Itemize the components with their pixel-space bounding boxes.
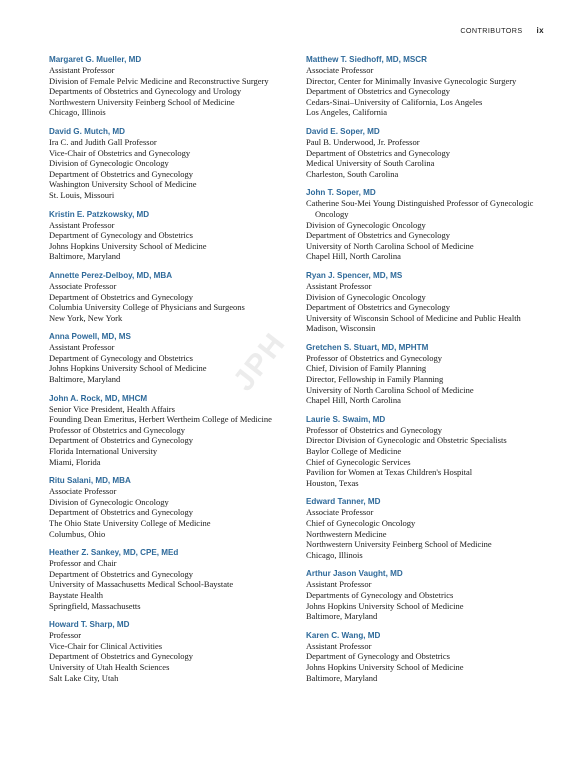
contributor-affiliation-line: Vice-Chair for Clinical Activities <box>49 640 163 651</box>
contributor-affiliation-line: Florida International University <box>49 446 158 457</box>
contributor-affiliation-line: Johns Hopkins University School of Medicine <box>306 600 464 611</box>
contributor-affiliation-line: Division of Gynecologic Oncology <box>49 158 169 169</box>
contributor-name: Karen C. Wang, MD <box>306 630 381 640</box>
contributor-affiliation-line: Department of Obstetrics and Gynecology <box>49 507 193 518</box>
contributor-affiliation-line: Division of Gynecologic Oncology <box>306 291 426 302</box>
contributor-affiliation-line: Chicago, Illinois <box>306 549 363 560</box>
contributor-affiliation-line: Division of Female Pelvic Medicine and Reconstructive Surgery <box>49 75 269 86</box>
contributor-affiliation-line: Associate Professor <box>49 486 117 497</box>
contributor-affiliation-line: Northwestern University Feinberg School of Medicine <box>49 96 235 107</box>
contributor-affiliation-line: Division of Gynecologic Oncology <box>306 219 426 230</box>
contributor-affiliation-line: Johns Hopkins University School of Medicine <box>49 363 207 374</box>
contributor-affiliation-line: Professor <box>49 630 82 641</box>
contributor-affiliation-line: Associate Professor <box>306 65 374 75</box>
contributor-affiliation-line: Department of Obstetrics and Gynecology <box>49 568 193 579</box>
contributor-name: David E. Soper, MD <box>306 126 380 136</box>
contributor-affiliation-line: Founding Dean Emeritus, Herbert Wertheim College of Medicine <box>49 414 272 425</box>
contributor-affiliation-line: Washington University School of Medicine <box>49 179 197 190</box>
contributor-affiliation-line: Departments of Obstetrics and Gynecology and Urology <box>49 86 242 97</box>
contributor-affiliation-line: Assistant Professor <box>306 579 372 590</box>
contributor-affiliation-line: Catherine Sou-Mei Young Distinguished Professor of Gynecologic Oncology <box>306 198 534 219</box>
contributor-name: John T. Soper, MD <box>306 188 376 198</box>
contributor-affiliation-line: Johns Hopkins University School of Medicine <box>306 661 464 672</box>
contributor-entry <box>49 126 273 201</box>
contributor-affiliation-line: Director, Center for Minimally Invasive Gynecologic Surgery <box>306 75 517 86</box>
contributor-affiliation-line: Assistant Professor <box>306 640 372 651</box>
contributor-affiliation-line: Baylor College of Medicine <box>306 446 402 457</box>
contributor-affiliation-line: Baltimore, Maryland <box>306 611 378 622</box>
contributor-affiliation-line: University of North Carolina School of Medicine <box>306 384 474 395</box>
contributor-affiliation-line: Division of Gynecologic Oncology <box>49 496 169 507</box>
contributor-name: Gretchen S. Stuart, MD, MPHTM <box>306 342 429 352</box>
contributor-affiliation-line: Department of Gynecology and Obstetrics <box>49 230 193 241</box>
watermark: JPH <box>226 326 293 398</box>
contributor-affiliation-line: Cedars-Sinai–University of California, Los Angeles <box>306 96 483 107</box>
contributor-affiliation-line: Columbia University College of Physicians and Surgeons <box>49 302 245 313</box>
page-number: ix <box>536 26 544 35</box>
contributor-affiliation-line: Chapel Hill, North Carolina <box>306 251 401 262</box>
contributor-name: Arthur Jason Vaught, MD <box>306 569 403 579</box>
contributor-name: Heather Z. Sankey, MD, CPE, MEd <box>49 548 179 558</box>
contributor-affiliation-line: Johns Hopkins University School of Medicine <box>49 240 207 251</box>
contributor-affiliation-line: University of Utah Health Sciences <box>49 661 170 672</box>
contributor-affiliation-line: University of Massachusetts Medical School-Baystate <box>49 579 234 590</box>
contributor-entry <box>306 568 546 621</box>
contributor-entry <box>306 187 546 262</box>
contributor-entry <box>306 414 546 489</box>
contributor-name: Ritu Salani, MD, MBA <box>49 476 131 486</box>
contributor-affiliation-line: Associate Professor <box>306 507 374 518</box>
contributor-affiliation-line: Professor of Obstetrics and Gynecology <box>306 352 442 363</box>
contributor-affiliation-line: New York, New York <box>49 312 123 323</box>
contributor-name: Ryan J. Spencer, MD, MS <box>306 270 403 280</box>
contributor-affiliation-line: The Ohio State University College of Medicine <box>49 518 211 528</box>
contributor-affiliation-line: Director, Fellowship in Family Planning <box>306 374 444 385</box>
contributor-entry <box>49 475 273 539</box>
contributor-entry <box>306 270 546 334</box>
contributor-name: John A. Rock, MD, MHCM <box>49 393 148 403</box>
contributor-affiliation-line: Chief of Gynecologic Oncology <box>306 518 416 528</box>
contributor-affiliation-line: Senior Vice President, Health Affairs <box>49 403 175 414</box>
running-head <box>460 26 544 35</box>
contributor-affiliation-line: Assistant Professor <box>49 65 115 75</box>
contributor-entry <box>49 209 273 262</box>
contributor-affiliation-line: St. Louis, Missouri <box>49 189 115 200</box>
contributor-affiliation-line: Los Angeles, California <box>306 107 387 118</box>
contributor-affiliation-line: Baltimore, Maryland <box>49 251 121 262</box>
contributor-affiliation-line: Department of Obstetrics and Gynecology <box>306 302 450 313</box>
contributor-entry <box>306 496 546 560</box>
contributor-affiliation-line: Baltimore, Maryland <box>49 374 121 385</box>
contributor-affiliation-line: Houston, Texas <box>306 477 359 488</box>
contributor-affiliation-line: Department of Obstetrics and Gynecology <box>306 147 450 158</box>
running-title: CONTRIBUTORS <box>460 26 523 35</box>
contributor-affiliation-line: Baltimore, Maryland <box>306 672 378 683</box>
contributor-affiliation-line: Department of Obstetrics and Gynecology <box>49 291 193 302</box>
contributor-affiliation-line: Vice-Chair of Obstetrics and Gynecology <box>49 147 191 158</box>
contributor-entry <box>49 393 273 468</box>
contributor-affiliation-line: Director Division of Gynecologic and Obstetric Specialists <box>306 435 507 446</box>
contributor-name: Kristin E. Patzkowsky, MD <box>49 209 150 219</box>
contributor-affiliation-line: University of North Carolina School of Medicine <box>306 240 474 251</box>
contributor-entry <box>49 619 273 683</box>
contributor-affiliation-line: Salt Lake City, Utah <box>49 672 119 683</box>
contributor-affiliation-line: Assistant Professor <box>306 280 372 291</box>
contributor-affiliation-line: Assistant Professor <box>49 219 115 230</box>
contributor-affiliation-line: Medical University of South Carolina <box>306 158 435 169</box>
contributor-affiliation-line: Assistant Professor <box>49 342 115 353</box>
contributor-name: Margaret G. Mueller, MD <box>49 55 142 64</box>
contributor-name: Anna Powell, MD, MS <box>49 332 131 342</box>
contributor-affiliation-line: Madison, Wisconsin <box>306 323 376 334</box>
contributor-entry <box>49 270 273 323</box>
contributor-name: Annette Perez-Delboy, MD, MBA <box>49 270 173 280</box>
contributor-entry <box>49 547 273 611</box>
contributor-affiliation-line: Chief of Gynecologic Services <box>306 456 411 467</box>
contributors-right-column <box>306 54 546 691</box>
contributor-entry <box>49 54 273 118</box>
contributor-affiliation-line: Paul B. Underwood, Jr. Professor <box>306 136 420 147</box>
contributor-affiliation-line: Department of Obstetrics and Gynecology <box>49 651 193 662</box>
contributor-affiliation-line: Department of Gynecology and Obstetrics <box>306 651 450 662</box>
contributor-affiliation-line: Baystate Health <box>49 589 104 600</box>
contributor-affiliation-line: Pavilion for Women at Texas Children's Hospital <box>306 467 473 478</box>
contributor-name: Howard T. Sharp, MD <box>49 620 130 630</box>
contributor-affiliation-line: Columbus, Ohio <box>49 528 106 539</box>
contributor-entry <box>49 331 273 384</box>
contributor-affiliation-line: University of Wisconsin School of Medicine and Public Health <box>306 312 521 323</box>
contributor-entry <box>306 342 546 406</box>
contributor-entry <box>306 126 546 179</box>
contributor-name: Matthew T. Siedhoff, MD, MSCR <box>306 55 427 64</box>
contributor-name: Edward Tanner, MD <box>306 497 381 507</box>
contributor-affiliation-line: Springfield, Massachusetts <box>49 600 141 611</box>
contributor-affiliation-line: Charleston, South Carolina <box>306 168 399 179</box>
contributors-left-column <box>49 54 273 691</box>
contributor-affiliation-line: Department of Gynecology and Obstetrics <box>49 352 193 363</box>
contributor-affiliation-line: Professor and Chair <box>49 558 117 569</box>
contributor-affiliation-line: Chapel Hill, North Carolina <box>306 395 401 406</box>
contributor-affiliation-line: Department of Obstetrics and Gynecology <box>49 435 193 446</box>
contributor-entry <box>306 54 546 118</box>
contributor-affiliation-line: Chief, Division of Family Planning <box>306 363 427 374</box>
contributor-name: David G. Mutch, MD <box>49 126 125 136</box>
contributor-name: Laurie S. Swaim, MD <box>306 414 386 424</box>
contributor-affiliation-line: Ira C. and Judith Gall Professor <box>49 136 157 147</box>
contributor-affiliation-line: Professor of Obstetrics and Gynecology <box>306 424 442 435</box>
contributor-affiliation-line: Associate Professor <box>49 280 117 291</box>
contributor-affiliation-line: Department of Obstetrics and Gynecology <box>306 86 450 97</box>
contributor-affiliation-line: Miami, Florida <box>49 456 101 467</box>
contributor-affiliation-line: Chicago, Illinois <box>49 107 106 118</box>
contributor-affiliation-line: Department of Obstetrics and Gynecology <box>306 230 450 241</box>
contributor-affiliation-line: Professor of Obstetrics and Gynecology <box>49 424 185 435</box>
contributor-entry <box>306 630 546 683</box>
contributor-affiliation-line: Department of Obstetrics and Gynecology <box>49 168 193 179</box>
contributor-affiliation-line: Northwestern University Feinberg School of Medicine <box>306 539 492 550</box>
contributor-affiliation-line: Departments of Gynecology and Obstetrics <box>306 589 454 600</box>
contributor-affiliation-line: Northwestern Medicine <box>306 528 387 539</box>
